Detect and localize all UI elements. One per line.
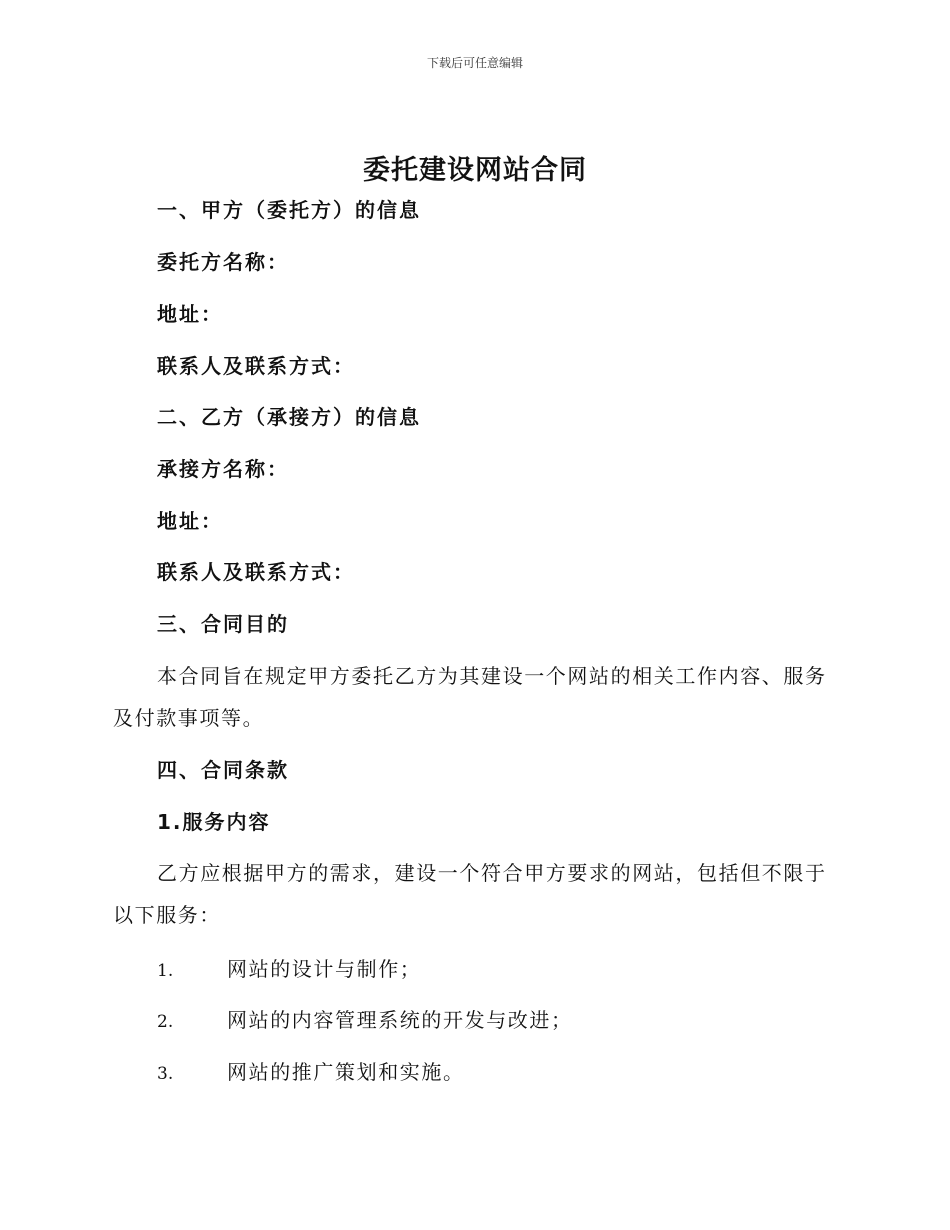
list-item-number: 1. xyxy=(157,961,174,981)
page-header-note: 下载后可任意编辑 xyxy=(426,56,523,70)
service-content-paragraph: 乙方应根据甲方的需求，建设一个符合甲方要求的网站，包括但不限于以下服务： xyxy=(113,861,827,927)
contractor-contact-label: 联系人及联系方式： xyxy=(157,560,355,584)
contract-purpose-paragraph: 本合同旨在规定甲方委托乙方为其建设一个网站的相关工作内容、服务及付款事项等。 xyxy=(113,664,827,730)
list-item-number: 2. xyxy=(157,1012,174,1032)
list-item-text: 网站的内容管理系统的开发与改进； xyxy=(227,1008,573,1032)
section-4-heading: 四、合同条款 xyxy=(157,758,289,782)
contractor-address-label: 地址： xyxy=(157,509,223,533)
list-item-text: 网站的推广策划和实施。 xyxy=(227,1060,465,1084)
list-item xyxy=(157,955,421,985)
list-item-text: 网站的设计与制作； xyxy=(227,957,422,981)
contractor-name-label: 承接方名称： xyxy=(157,457,289,481)
list-item xyxy=(157,1006,573,1036)
document-title: 委托建设网站合同 xyxy=(363,155,587,186)
list-item-number: 3. xyxy=(157,1064,174,1084)
section-3-heading: 三、合同目的 xyxy=(157,612,289,636)
list-item xyxy=(157,1058,465,1088)
client-contact-label: 联系人及联系方式： xyxy=(157,354,355,378)
service-content-subheading: 1.服务内容 xyxy=(157,810,271,834)
section-1-heading: 一、甲方（委托方）的信息 xyxy=(157,198,421,222)
section-2-heading: 二、乙方（承接方）的信息 xyxy=(157,405,421,429)
client-name-label: 委托方名称： xyxy=(157,250,289,274)
client-address-label: 地址： xyxy=(157,302,223,326)
